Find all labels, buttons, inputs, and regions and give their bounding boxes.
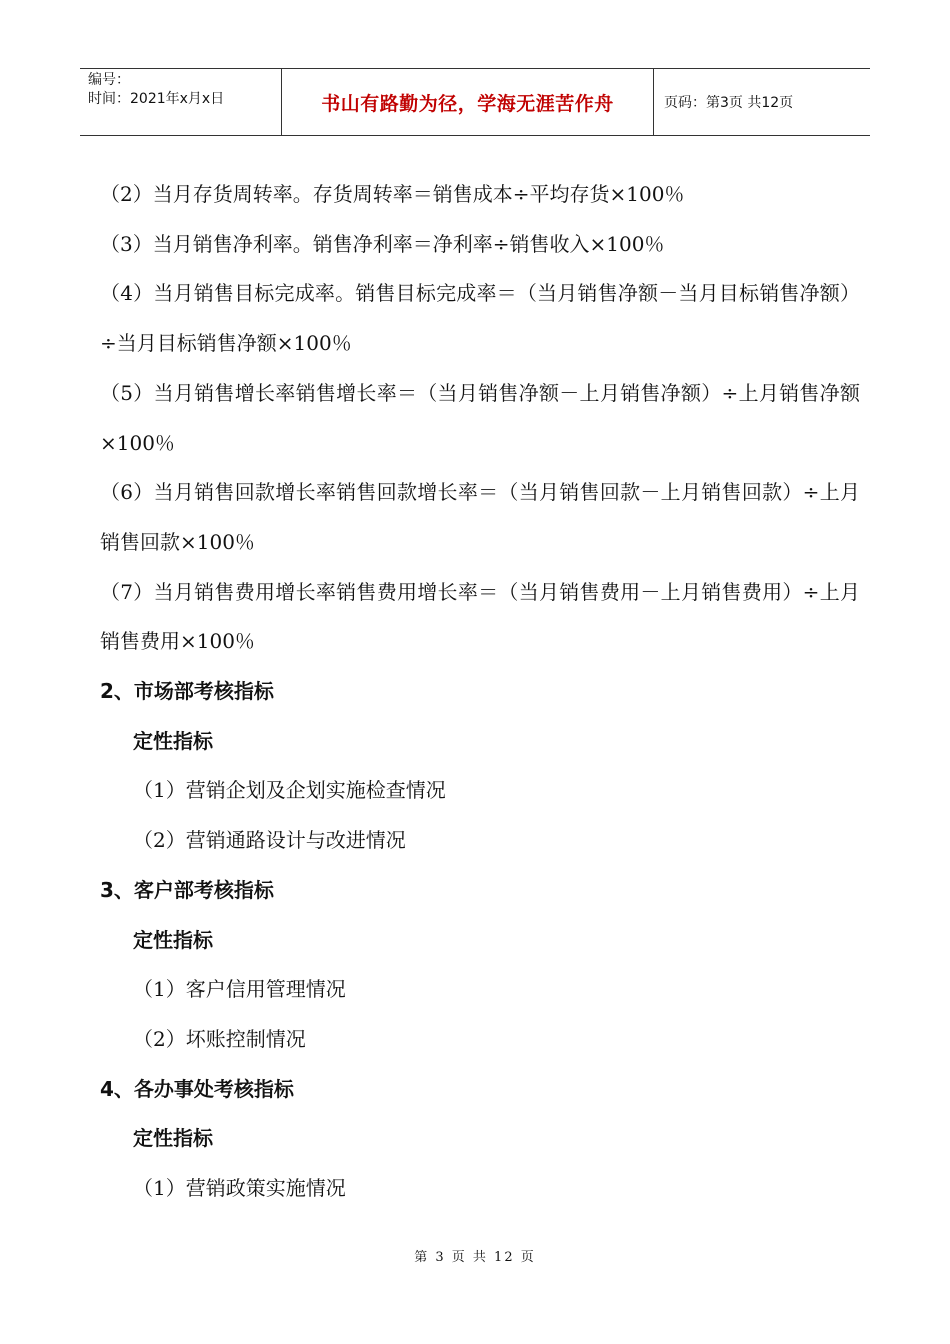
section-subheading: 定性指标 xyxy=(133,728,213,753)
section-subheading: 定性指标 xyxy=(133,927,213,952)
list-item: （1）客户信用管理情况 xyxy=(133,977,346,1002)
paragraph-net-margin: （3）当月销售净利率。销售净利率＝净利率÷销售收入×100％ xyxy=(100,231,665,256)
section-heading: 2、市场部考核指标 xyxy=(100,679,274,704)
list-item: （1）营销政策实施情况 xyxy=(133,1176,346,1201)
page-header xyxy=(80,68,870,136)
header-motto: 书山有路勤为径，学海无涯苦作舟 xyxy=(282,69,654,135)
list-item: （1）营销企划及企划实施检查情况 xyxy=(133,778,446,803)
section-heading: 4、各办事处考核指标 xyxy=(100,1076,294,1101)
paragraph-collection-growth: （6）当月销售回款增长率销售回款增长率＝（当月销售回款－上月销售回款）÷上月销售回款×100％ xyxy=(100,480,860,554)
paragraph-target-completion: （4）当月销售目标完成率。销售目标完成率＝（当月销售净额－当月目标销售净额）÷当月目标销售净额×100％ xyxy=(100,281,860,356)
paragraph-inventory-turnover: （2）当月存货周转率。存货周转率＝销售成本÷平均存货×100％ xyxy=(100,182,685,206)
page-footer: 第 3 页 共 12 页 xyxy=(414,1250,536,1265)
document-date: 时间：2021年x月x日 xyxy=(88,91,225,107)
header-page-code: 页码：第3页 共12页 xyxy=(664,95,794,111)
document-body xyxy=(100,170,860,1214)
section-heading: 3、客户部考核指标 xyxy=(100,877,274,902)
document-number-label: 编号： xyxy=(88,72,130,88)
list-item: （2）坏账控制情况 xyxy=(133,1026,306,1051)
header-meta xyxy=(80,69,282,135)
section-subheading: 定性指标 xyxy=(133,1126,213,1151)
list-item: （2）营销通路设计与改进情况 xyxy=(133,828,406,853)
paragraph-sales-growth: （5）当月销售增长率销售增长率＝（当月销售净额－上月销售净额）÷上月销售净额×100％ xyxy=(100,380,860,455)
paragraph-expense-growth: （7）当月销售费用增长率销售费用增长率＝（当月销售费用－上月销售费用）÷上月销售费用×100％ xyxy=(100,579,860,654)
